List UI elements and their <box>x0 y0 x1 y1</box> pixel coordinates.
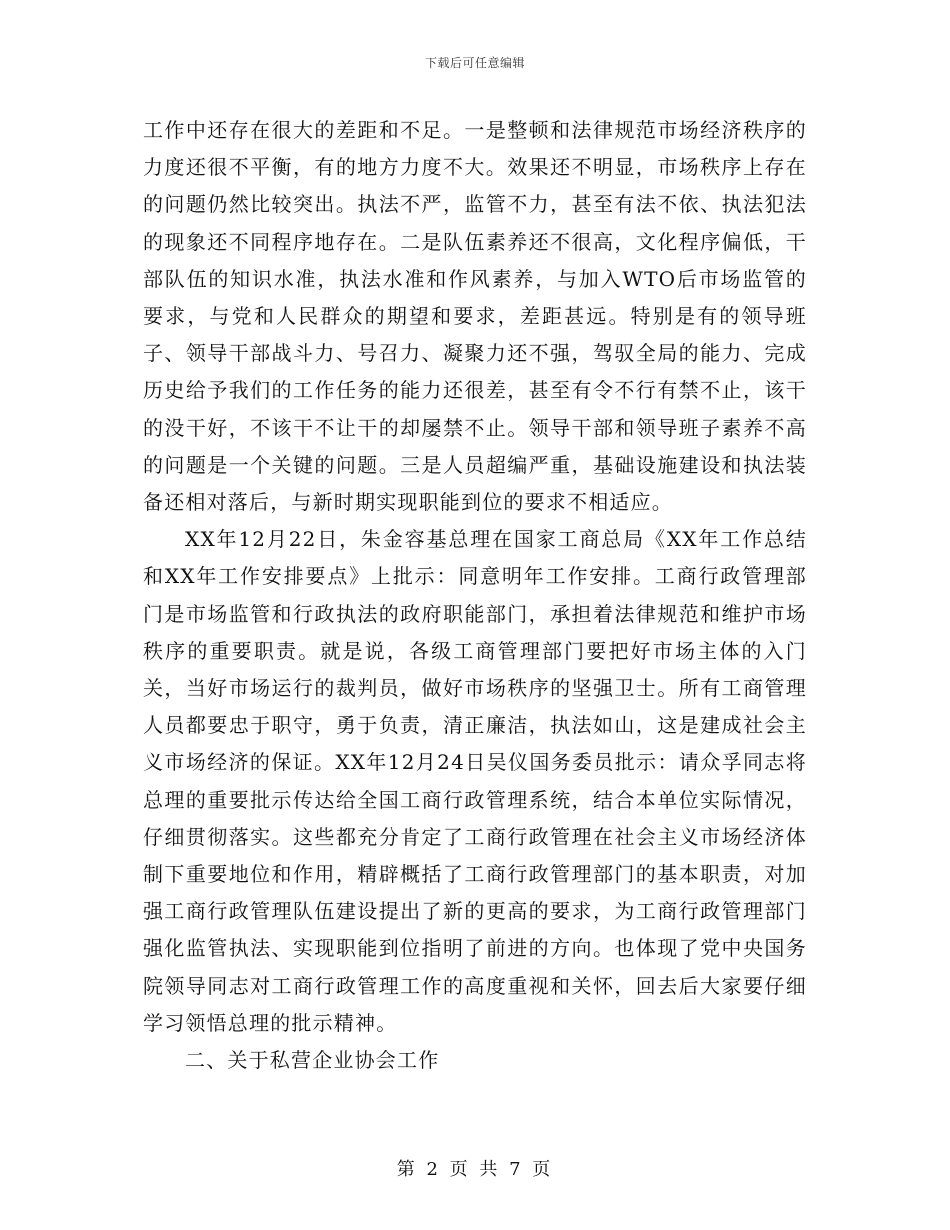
document-body <box>143 112 807 1079</box>
page-header: 下载后可任意编辑 <box>424 56 525 70</box>
paragraph-continued: 工作中还存在很大的差距和不足。一是整顿和法律规范市场经济秩序的力度还很不平衡，有的地方力度不大。效果还不明显，市场秩序上存在的问题仍然比较突出。执法不严，监管不力，甚至有法不依、执法犯法的现象还不同程序地存在。二是队伍素养还不很高，文化程序偏低，干部队伍的知识水准，执法水准和作风素养，与加入WTO后市场监管的要求，与党和人民群众的期望和要求，差距甚远。特别是有的领导班子、领导干部战斗力、号召力、凝聚力还不强，驾驭全局的能力、完成历史给予我们的工作任务的能力还很差，甚至有令不行有禁不止，该干的没干好，不该干不让干的却屡禁不止。领导干部和领导班子素养不高的问题是一个关键的问题。三是人员超编严重，基础设施建设和执法装备还相对落后，与新时期实现职能到位的要求不相适应。 <box>143 118 807 515</box>
paragraph-premier-instruction: XX年12月22日，朱金容基总理在国家工商总局《XX年工作总结和XX年工作安排要点》上批示：同意明年工作安排。工商行政管理部门是市场监管和行政执法的政府职能部门，承担着法律规范和维护市场秩序的重要职责。就是说，各级工商管理部门要把好市场主体的入门关，当好市场运行的裁判员，做好市场秩序的坚强卫士。所有工商管理人员都要忠于职守，勇于负责，清正廉洁，执法如山，这是建成社会主义市场经济的保证。XX年12月24日吴仪国务委员批示：请众孚同志将总理的重要批示传达给全国工商行政管理系统，结合本单位实际情况，仔细贯彻落实。这些都充分肯定了工商行政管理在社会主义市场经济体制下重要地位和作用，精辟概括了工商行政管理部门的基本职责，对加强工商行政管理队伍建设提出了新的更高的要求，为工商行政管理部门强化监管执法、实现职能到位指明了前进的方向。也体现了党中央国务院领导同志对工商行政管理工作的高度重视和关怀，回去后大家要仔细学习领悟总理的批示精神。 <box>143 527 807 1035</box>
section-heading: 二、关于私营企业协会工作 <box>185 1048 440 1073</box>
page-number: 第 2 页 共 7 页 <box>396 1159 554 1180</box>
